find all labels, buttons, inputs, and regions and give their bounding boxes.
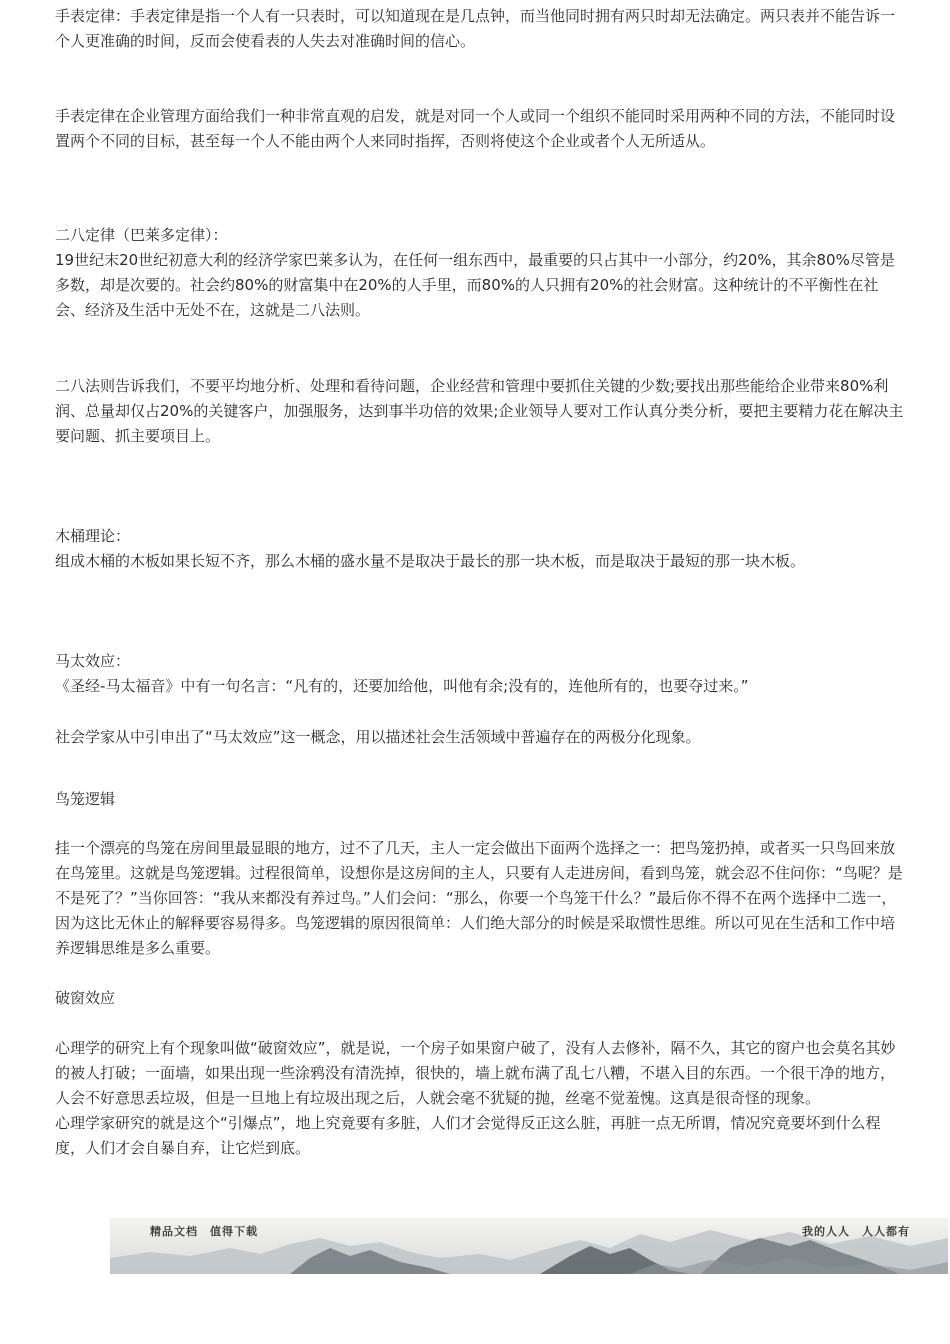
paragraph-pareto-principle: 二八定律（巴莱多定律）： 19世纪末20世纪初意大利的经济学家巴莱多认为，在任何一组东西中，最重要的只占其中一小部分，约20%，其余80%尽管是多数，却是次要的。社会约80%的财富集中在20%的人手里，而80%的人只拥有20%的社会财富。这种统计的不平衡性在社会、经济及生活中无处不在，这就是二八法则。	[55, 226, 895, 319]
paragraph-matthew-effect: 马太效应： 《圣经-马太福音》中有一句名言：“凡有的，还要加给他，叫他有余;没有的，连他所有的，也要夺过来。”	[55, 652, 749, 695]
banner-right-text: 我的人人 人人都有	[802, 1225, 910, 1238]
paragraph-matthew-effect-sociology: 社会学家从中引申出了“马太效应”这一概念，用以描述社会生活领域中普遍存在的两极分化现象。	[55, 728, 701, 746]
paragraph-broken-window: 心理学的研究上有个现象叫做“破窗效应”，就是说，一个房子如果窗户破了，没有人去修补，隔不久，其它的窗户也会莫名其妙的被人打破；一面墙，如果出现一些涂鸦没有清洗掉，很快的，墙上就布满了乱七八糟，不堪入目的东西。一个很干净的地方，人会不好意思丢垃圾，但是一旦地上有垃圾出现之后，人就会毫不犹疑的抛，丝毫不觉羞愧。这真是很奇怪的现象。 心理学家研究的就是这个“引爆点”，地上究竟要有多脏，人们才会觉得反正这么脏，再脏一点无所谓，情况究竟要坏到什么程度，人们才会自暴自弃，让它烂到底。	[55, 1039, 896, 1157]
paragraph-bucket-theory: 木桶理论： 组成木桶的木板如果长短不齐，那么木桶的盛水量不是取决于最长的那一块木板，而是取决于最短的那一块木板。	[55, 527, 806, 570]
banner-left-text: 精品文档 值得下载	[150, 1225, 258, 1238]
paragraph-watch-law-management: 手表定律在企业管理方面给我们一种非常直观的启发，就是对同一个人或同一个组织不能同时采用两种不同的方法，不能同时设置两个不同的目标，甚至每一个人不能由两个人来同时指挥，否则将使这个企业或者个人无所适从。	[55, 107, 896, 150]
paragraph-watch-law: 手表定律：手表定律是指一个人有一只表时，可以知道现在是几点钟，而当他同时拥有两只时却无法确定。两只表并不能告诉一个人更准确的时间，反而会使看表的人失去对准确时间的信心。	[55, 7, 896, 50]
heading-birdcage-logic: 鸟笼逻辑	[55, 790, 116, 808]
footer-banner	[110, 1218, 948, 1274]
paragraph-birdcage-logic: 挂一个漂亮的鸟笼在房间里最显眼的地方，过不了几天，主人一定会做出下面两个选择之一：把鸟笼扔掉，或者买一只鸟回来放在鸟笼里。这就是鸟笼逻辑。过程很简单，设想你是这房间的主人，只要有人走进房间，看到鸟笼，就会忍不住问你：“鸟呢？是不是死了？”当你回答：“我从来都没有养过鸟。”人们会问：“那么，你要一个鸟笼干什么？”最后你不得不在两个选择中二选一，因为这比无休止的解释要容易得多。鸟笼逻辑的原因很简单：人们绝大部分的时候是采取惯性思维。所以可见在生活和工作中培养逻辑思维是多么重要。	[55, 839, 903, 957]
paragraph-pareto-lesson: 二八法则告诉我们，不要平均地分析、处理和看待问题，企业经营和管理中要抓住关键的少数;要找出那些能给企业带来80%利润、总量却仅占20%的关键客户，加强服务，达到事半功倍的效果;企业领导人要对工作认真分类分析，要把主要精力花在解决主要问题、抓主要项目上。	[55, 377, 904, 445]
heading-broken-window: 破窗效应	[55, 989, 116, 1007]
